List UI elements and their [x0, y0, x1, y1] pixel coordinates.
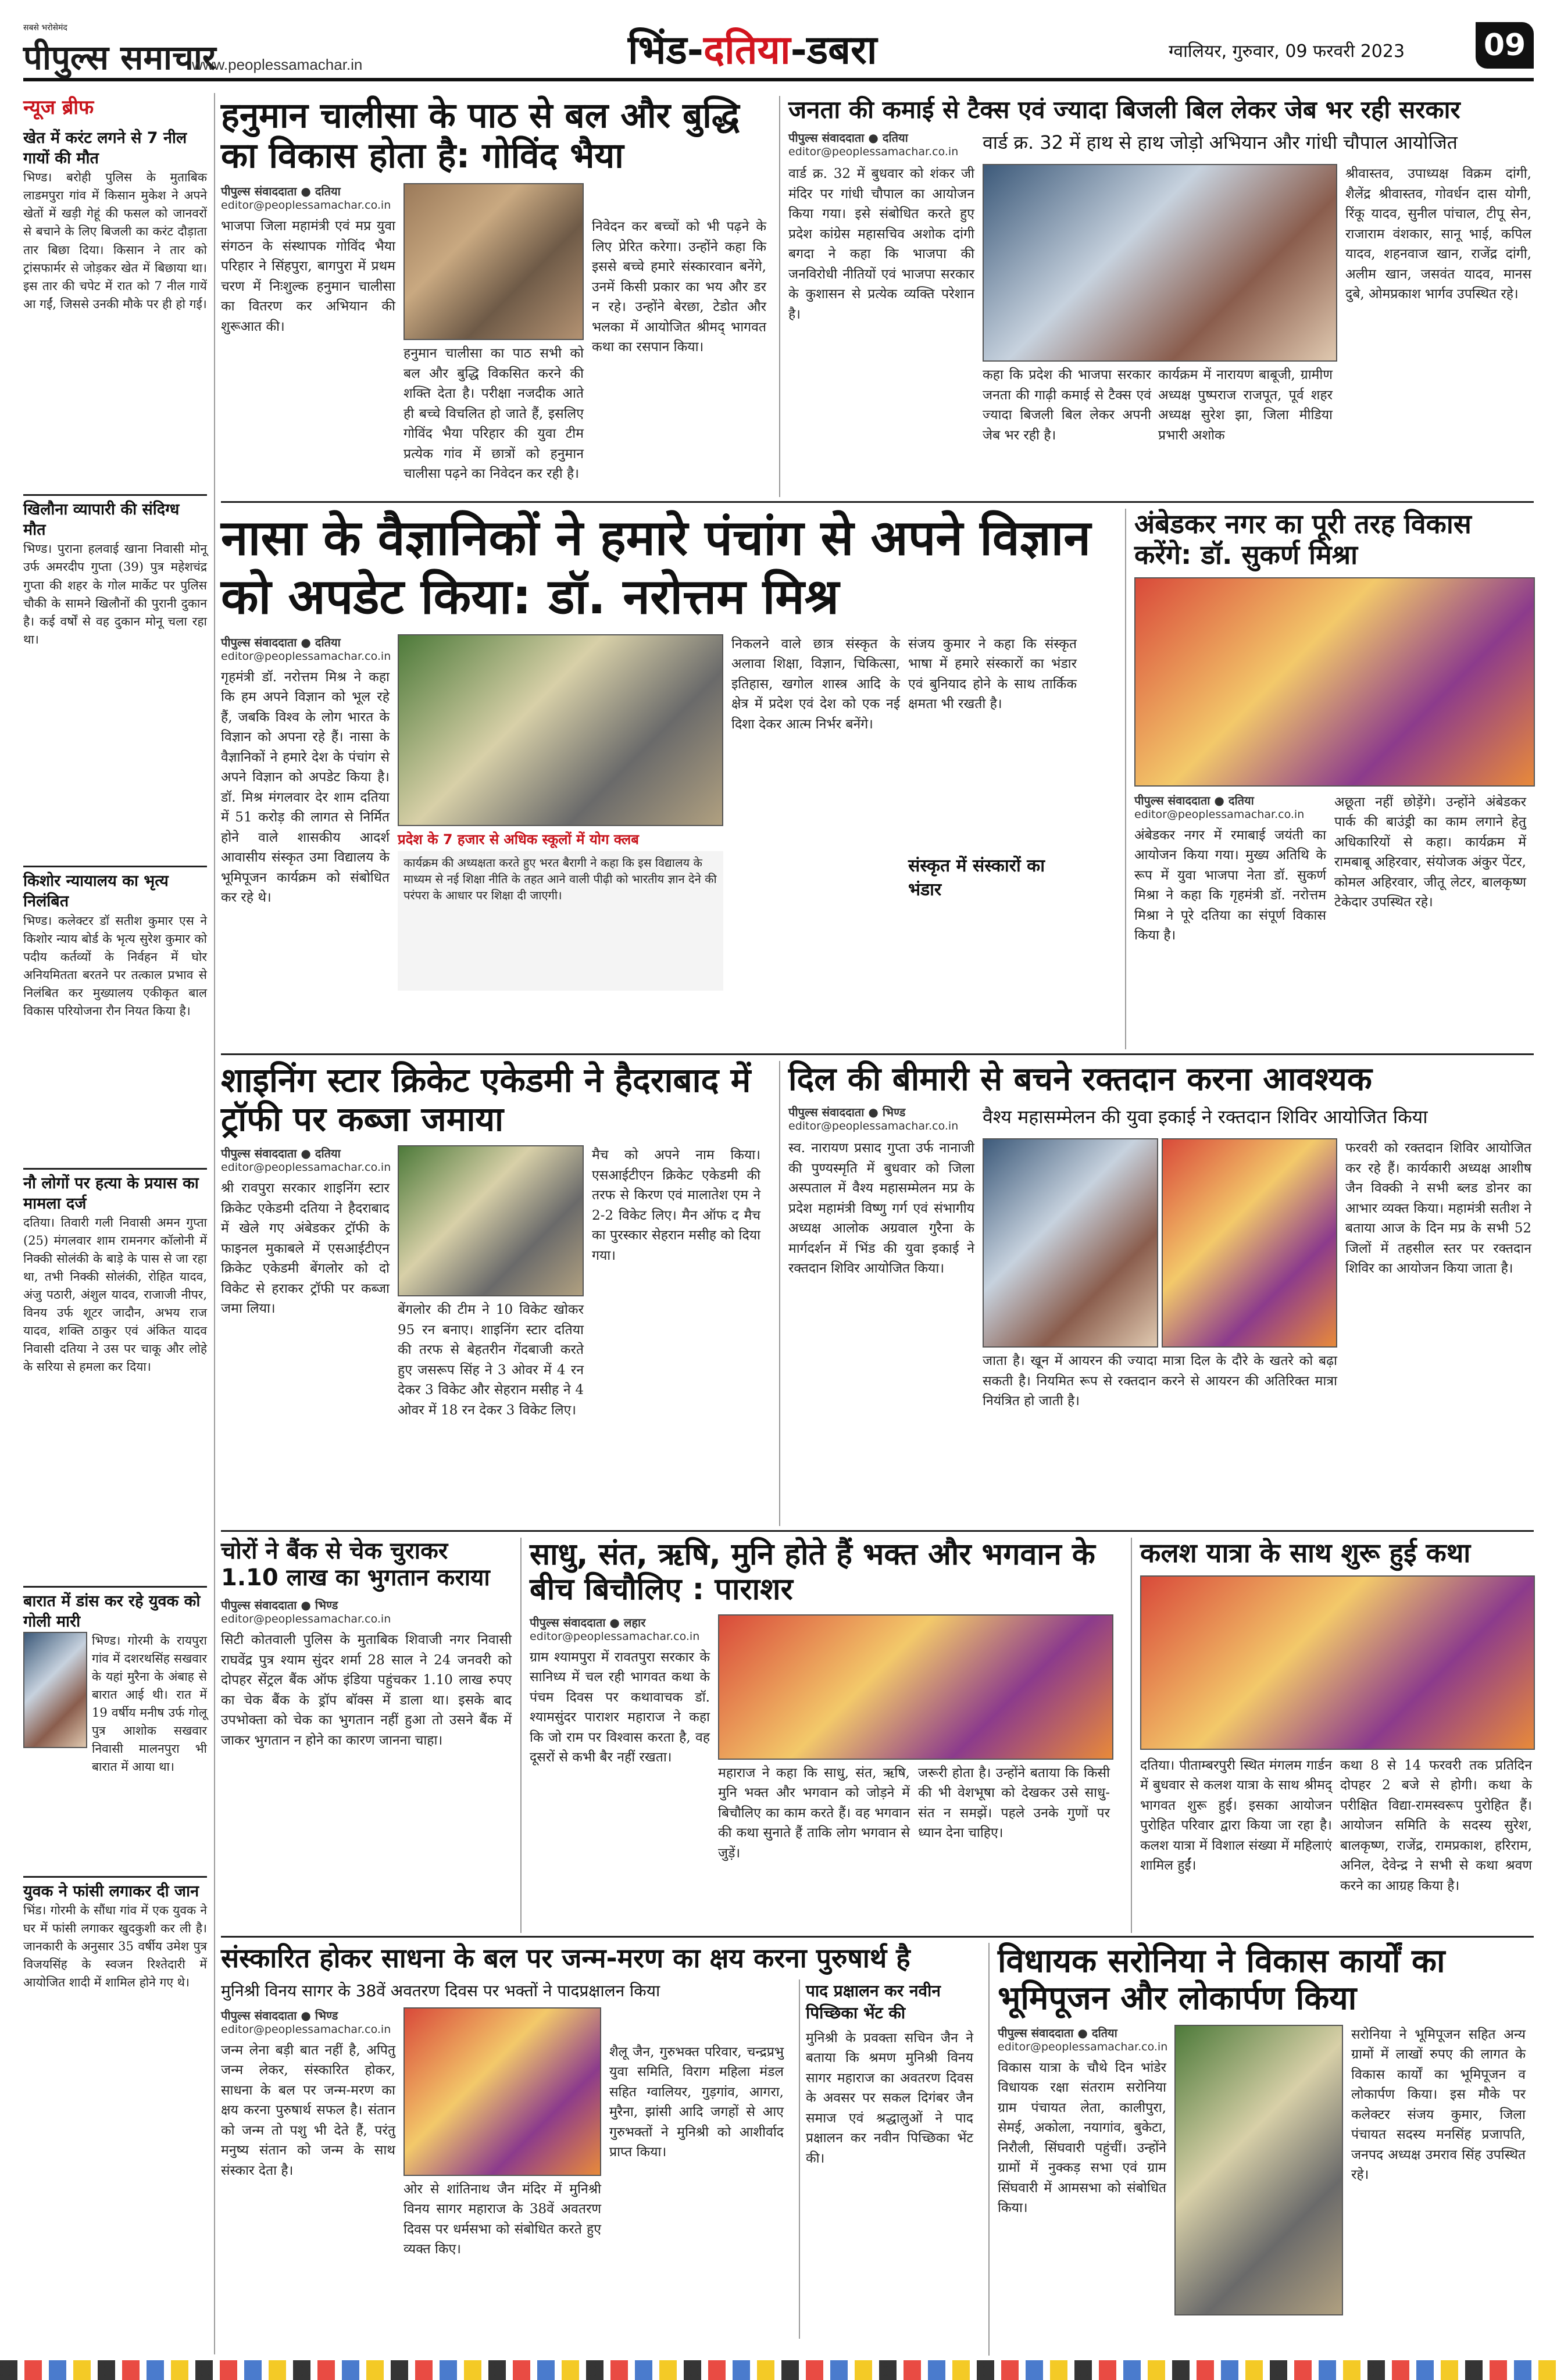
article-headline: नासा के वैज्ञानिकों ने हमारे पंचांग से अपने विज्ञान को अपडेट किया: डॉ. नरोत्तम मिश्र [221, 509, 1091, 625]
article-cricket [221, 1061, 767, 1526]
section-divider [221, 1530, 1534, 1532]
email: editor@peoplessamachar.co.in [221, 1161, 391, 1174]
article-headline: शाइनिंग स्टार क्रिकेट एकेडमी ने हैदराबाद में ट्रॉफी पर कब्जा जमाया [221, 1060, 751, 1139]
article-subhead: वैश्य महासम्मेलन की युवा इकाई ने रक्तदान शिविर आयोजित किया [983, 1106, 1428, 1128]
section-divider [221, 501, 1534, 503]
article-nasa [221, 509, 1116, 1049]
email: editor@peoplessamachar.co.in [1134, 807, 1305, 821]
article-headline: जनता की कमाई से टैक्स एवं ज्यादा बिजली बिल लेकर जेब भर रही सरकार [788, 95, 1460, 124]
article-body: श्री रावपुरा सरकार शाइनिंग स्टार क्रिकेट एकेडमी दतिया ने हैदराबाद में खेले गए अंबेडकर ट्रॉफी के फाइनल मुकाबले में एसआईटीएन क्रिकेट एकेडमी बेंगलोर को दो विकेट से हराकर ट्रॉफी पर कब्जा जमा लिया। [221, 1181, 390, 1317]
article-body: विकास यात्रा के चौथे दिन भांडेर विधायक रक्षा संतराम सरोनिया ग्राम पंचायत लेता, कालीपुरा, सेमई, अकोला, नयागांव, बुकेटा, निरौली, सिंघवारी पहुंचीं। उन्होंने ग्रामों में नुक्कड़ सभा एवं ग्राम सिंघवारी में आमसभा को संबोधित किया। [998, 2060, 1166, 2216]
article-photo [403, 2007, 601, 2176]
article-body: सिटी कोतवाली पुलिस के मुताबिक शिवाजी नगर निवासी राघवेंद्र पुत्र श्याम सुंदर शर्मा 28 साल ने 24 जनवरी को दोपहर सेंट्रल बैंक ऑफ इंडिया पहुंचकर 1.10 लाख रुपए का चेक बैंक के ड्रॉप बॉक्स में डाला था। इसके बाद उपभोक्ता को चेक का भुगतान नहीं हुआ तो उसने बैंक में जाकर भुगतान न होने का कारण जानना चाहा। [221, 1632, 512, 1748]
brief-headline: खिलौना व्यापारी की संदिग्ध मौत [23, 494, 207, 540]
photo-caption: हनुमान चालीसा का पाठ सभी को बल और बुद्धि विकसित करने की शक्ति देता है। परीक्षा नजदीक आते ही बच्चे विचलित हो जाते हैं, इसलिए गोविंद भैया परिहार की युवा टीम प्रत्येक गांव में छात्रों को हनुमान चालीसा पढ़ने का निवेदन कर रही है। [403, 346, 584, 481]
article-headline: चोरों ने बैंक से चेक चुराकर 1.10 लाख का भुगतान कराया [221, 1538, 490, 1591]
photo-caption: कार्यक्रम में नारायण बाबूजी, ग्रामीण अध्यक्ष पुष्पराज राजपूत, पूर्व शहर अध्यक्ष सुरेश झा, जिला मीडिया प्रभारी अशोक [1158, 367, 1333, 443]
email: editor@peoplessamachar.co.in [221, 1613, 391, 1625]
byline: पीपुल्स संवाददाता ● दतिया [221, 635, 341, 649]
article-body: गृहमंत्री डॉ. नरोत्तम मिश्र ने कहा कि हम अपने विज्ञान को भूल रहे हैं, जबकि विश्व के लोग भारत के विज्ञान को अपना रहे हैं। नासा के वैज्ञानिकों ने हमारे देश के पंचांग से अपने विज्ञान को अपडेट किया है। डॉ. मिश्र मंगलवार देर शाम दतिया में 51 करोड़ की लागत से निर्मित होने वाले शासकीय आदर्श आवासीय संस्कृत उमा विद्यालय के भूमिपूजन कार्यक्रम को संबोधित कर रहे थे। [221, 669, 390, 906]
byline: पीपुल्स संवाददाता ● दतिया [788, 131, 908, 145]
brief-item [23, 1586, 207, 1876]
byline: पीपुल्स संवाददाता ● दतिया [221, 1146, 341, 1161]
article-headline: दिल की बीमारी से बचने रक्तदान करना आवश्यक [788, 1060, 1372, 1098]
brief-body: भिण्ड। बरोही पुलिस के मुताबिक लाडमपुरा गांव में किसान मुकेश ने अपने खेतों में खड़ी गेहूं की फसल को जानवरों से बचाने के लिए बिजली का करंट दौड़ाता तार बिछा दिया। किसान ने तार को ट्रांसफार्मर से जोड़कर खेत में बिछाया था। इस तार की चपेट में रात को 7 नील गायें आ गईं, जिससे उनकी मौके पर ही हो गई। [23, 170, 207, 311]
article-photo [398, 634, 723, 826]
article-photo [718, 1614, 1113, 1760]
brief-item [23, 1876, 207, 2152]
footer-registration-bar [0, 2360, 1557, 2380]
brief-item [23, 1168, 207, 1586]
page-number: 09 [1476, 22, 1534, 69]
photo-caption: ओर से शांतिनाथ जैन मंदिर में मुनिश्री विनय सागर महाराज के 38वें अवतरण दिवस पर धर्मसभा को संबोधित करते हुए व्यक्त किए। [403, 2181, 601, 2257]
section-divider [221, 1053, 1534, 1055]
byline: पीपुल्स संवाददाता ● लहार [530, 1615, 646, 1629]
article-hanuman [221, 96, 767, 497]
masthead-tagline: सबसे भरोसेमंद [23, 23, 67, 33]
article-body: अंबेडकर नगर में रमाबाई जयंती का आयोजन किया गया। मुख्य अतिथि के रूप में युवा भाजपा नेता डॉ. सुकर्ण मिश्रा ने कहा कि गृहमंत्री डॉ. नरोत्तम मिश्रा ने पूरे दतिया का संपूर्ण विकास किया है। [1134, 827, 1326, 944]
brief-body: भिण्ड। पुराना हलवाई खाना निवासी मोनू उर्फ अमरदीप गुप्ता (39) पुत्र महेशचंद्र गुप्ता की शहर के गोल मार्केट पर पुलिस चौकी के सामने खिलौनों की पुरानी दुकान है। कई वर्षों से वह दुकान मोनू चला रहा था। [23, 542, 207, 646]
edition-part-3: -डबरा [790, 27, 877, 73]
site-url[interactable]: www.peoplessamachar.in [192, 56, 363, 73]
article-headline: संस्कारित होकर साधना के बल पर जन्म-मरण का क्षय करना पुरुषार्थ है [221, 1942, 910, 1974]
article-body: कहा कि प्रदेश की भाजपा सरकार जनता की गाढ़ी कमाई से टैक्स एवं ज्यादा बिजली बिल लेकर अपनी जेब भर रही है। [983, 367, 1151, 443]
brief-photo [23, 1632, 87, 1748]
article-body: फरवरी को रक्तदान शिविर आयोजित कर रहे हैं। कार्यकारी अध्यक्ष आशीष जैन विक्की ने सभी ब्लड डोनर का आभार व्यक्त किया। महामंत्री सतीश ने बताया आज के दिन मप्र के सभी 52 जिलों में तहसील स्तर पर रक्तदान शिविर का आयोजन किया जाता है। [1345, 1141, 1531, 1277]
byline: पीपुल्स संवाददाता ● भिण्ड [221, 2008, 338, 2022]
article-blood-donation [779, 1061, 1535, 1526]
email: editor@peoplessamachar.co.in [788, 145, 959, 159]
article-body: वार्ड क्र. 32 में बुधवार को शंकर जी मंदिर पर गांधी चौपाल का आयोजन किया गया। इसे संबोधित करते हुए प्रदेश कांग्रेस महासचिव अशोक दांगी बगदा ने कहा कि भाजपा की जनविरोधी नीतियों एवं भाजपा सरकार के कुशासन से प्रत्येक व्यक्ति परेशान है। [788, 166, 974, 322]
email: editor@peoplessamachar.co.in [221, 649, 391, 663]
brief-body: भिण्ड। गोरमी के रायपुरा गांव में दशरथसिंह सखवार के यहां मुरैना के अंबाह से बारात आई थी। रात में 19 वर्षीय मनीष उर्फ गोलू पुत्र आशोक सखवार निवासी मालनपुरा भी बारात में आया था। [92, 1633, 207, 1774]
article-body: जरूरी होता है। उन्होंने बताया कि किसी की भी वेशभूषा को देखकर उसे साधु-संत न समझें। पहले उनके गुणों पर ध्यान देना चाहिए। [918, 1765, 1110, 1841]
edition-title [628, 21, 877, 75]
article-headline: कलश यात्रा के साथ शुरू हुई कथा [1140, 1537, 1471, 1568]
article-headline: साधु, संत, ऋषि, मुनि होते हैं भक्त और भगवान के बीच बिचौलिए : पाराशर [530, 1537, 1095, 1607]
edition-part-2: दतिया [703, 27, 791, 73]
article-body: जन्म लेना बड़ी बात नहीं है, अपितु जन्म लेकर, संस्कारित होकर, साधना के बल पर जन्म-मरण का क्षय करना पुरुषार्थ सफल है। संतान को जन्म तो पशु भी देते हैं, परंतु मनुष्य संतान को जन्म के साथ संस्कार देता है। [221, 2042, 395, 2178]
article-body: मैच को अपने नाम किया। एसआईटीएन क्रिकेट एकेडमी की तरफ से किरण एवं मालातेश एम ने 2-2 विकेट लिए। मैन ऑफ द मैच का पुरस्कार सेहरान मसीह को दिया गया। [592, 1148, 760, 1263]
article-janta [779, 96, 1535, 497]
byline: पीपुल्स संवाददाता ● दतिया [998, 2025, 1117, 2040]
masthead-name: पीपुल्स समाचार [23, 38, 216, 77]
photo-caption: बेंगलोर की टीम ने 10 विकेट खोकर 95 रन बनाए। शाइनिंग स्टार दतिया की तरफ से बेहतरीन गेंदबाजी करते हुए जसरूप सिंह ने 3 ओवर में 4 रन देकर 3 विकेट और सेहरान मसीह ने 4 ओवर में 18 रन देकर 3 विकेट लिए। [398, 1302, 584, 1418]
email: editor@peoplessamachar.co.in [221, 2022, 391, 2036]
email: editor@peoplessamachar.co.in [221, 199, 391, 212]
article-body: ग्राम श्यामपुरा में रावतपुरा सरकार के सानिध्य में चल रही भागवत कथा के पंचम दिवस पर कथावाचक डॉ. श्यामसुंदर पाराशर महाराज ने कहा कि जो राम पर विश्वास करता है, वह दूसरों से कभी बैर नहीं रखता। [530, 1649, 710, 1766]
brief-item [23, 494, 207, 866]
brief-headline: युवक ने फांसी लगाकर दी जान [23, 1876, 207, 1902]
news-brief-column [23, 93, 215, 2354]
article-subhead: संस्कृत में संस्कारों का भंडार [908, 855, 1045, 900]
article-subhead: वार्ड क्र. 32 में हाथ से हाथ जोड़ो अभियान और गांधी चौपाल आयोजित [983, 131, 1458, 154]
article-photo [1174, 2025, 1343, 2315]
article-body: महाराज ने कहा कि साधु, संत, ऋषि, मुनि भक्त और भगवान को जोड़ने में बिचौलिए का काम करते हैं। वह भगवान की कथा सुनाते हैं ताकि लोग भगवान से जुड़ें। [718, 1765, 910, 1861]
photo-caption: कार्यक्रम की अध्यक्षता करते हुए भरत बैरागी ने कहा कि इस विद्यालय के माध्यम से नई शिक्षा नीति के तहत आने वाली पीढ़ी को भारतीय ज्ञान देने की परंपरा के आधार पर शिक्षा दी जाएगी। [398, 851, 723, 991]
edition-part-1: भिंड- [628, 27, 704, 73]
sidebar-headline: पाद प्रक्षालन कर नवीन पिच्छिका भेंट की [806, 1981, 941, 2022]
email: editor@peoplessamachar.co.in [788, 1120, 959, 1133]
article-photo [1134, 577, 1535, 787]
article-body: भाजपा जिला महामंत्री एवं मप्र युवा संगठन के संस्थापक गोविंद भैया परिहार ने सिंहपुरा, बागपुरा में प्रथम चरण में निःशुल्क हनुमान चालीसा का वितरण कर अभियान की शुरूआत की। [221, 219, 395, 334]
article-headline: हनुमान चालीसा के पाठ से बल और बुद्धि का विकास होता है: गोविंद भैया [221, 95, 740, 176]
article-headline: विधायक सरोनिया ने विकास कार्यों का भूमिपूजन और लोकार्पण किया [998, 1942, 1445, 2018]
section-divider [221, 1936, 1534, 1938]
masthead-logo [23, 22, 216, 79]
photo-caption: जाता है। खून में आयरन की ज्यादा मात्रा दिल के दौरे के खतरे को बढ़ा सकती है। नियमित रूप से रक्तदान करने से आयरन की अतिरिक्त मात्रा नियंत्रित हो जाती है। [983, 1353, 1337, 1409]
brief-item [23, 866, 207, 1167]
article-photo [983, 1138, 1158, 1348]
article-body: स्व. नारायण प्रसाद गुप्ता उर्फ नानाजी की पुण्यस्मृति में बुधवार को जिला अस्पताल में वैश्य महासम्मेलन मप्र के प्रदेश महामंत्री विष्णु गर्ग एवं संभागीय अध्यक्ष आलोक अग्रवाल गुरैना के मार्गदर्शन में भिंड की युवा इकाई ने रक्तदान शिविर आयोजित किया। [788, 1141, 974, 1277]
brief-headline: बारात में डांस कर रहे युवक को गोली मारी [23, 1586, 207, 1632]
brief-body: भिंड। गोरमी के सौंधा गांव में एक युवक ने घर में फांसी लगाकर खुदकुशी कर ली है। जानकारी के अनुसार 35 वर्षीय उमेश पुत्र विजयसिंह के स्वजन रिश्तेदारी में आयोजित शादी में शामिल होने गए थे। [23, 1903, 207, 1990]
article-body: अछूता नहीं छोड़ेंगे। उन्होंने अंबेडकर पार्क की बाउंड्री का काम लगाने हेतु अधिकारियों से कहा। कार्यक्रम में रामबाबू अहिरवार, संयोजक अंकुर पेंटर, कोमल अहिरवार, जीतू लेटर, बालकृष्ण टेकेदार उपस्थित रहे। [1334, 794, 1526, 910]
article-photo [983, 164, 1337, 362]
email: editor@peoplessamachar.co.in [998, 2040, 1168, 2053]
article-photo [398, 1145, 584, 1296]
article-subhead: मुनिश्री विनय सागर के 38वें अवतरण दिवस पर भक्तों ने पादप्रक्षालन किया [221, 1981, 660, 2000]
article-headline: अंबेडकर नगर का पूरी तरह विकास करेंगे: डॉ. सुकर्ण मिश्रा [1134, 508, 1472, 570]
brief-body: भिण्ड। कलेक्टर डॉ सतीश कुमार एस ने किशोर न्याय बोर्ड के भृत्य सुरेश कुमार को पदीय कर्तव्यों के निर्वहन में घोर अनियमितता बरतने पर तत्काल प्रभाव से निलंबित कर मुख्यालय एकीकृत बाल विकास परियोजना रौन नियत किया है। [23, 913, 207, 1018]
sidebar-body: मुनिश्री के प्रवक्ता सचिन जैन ने बताया कि श्रमण मुनिश्री विनय सागर महाराज का अवतरण दिवस के अवसर पर सकल दिगंबर जैन समाज एवं श्रद्धालुओं ने पाद प्रक्षालन कर नवीन पिच्छिका भेंट की। [806, 2030, 973, 2166]
byline: पीपुल्स संवाददाता ● भिण्ड [788, 1105, 906, 1120]
byline: पीपुल्स संवाददाता ● दतिया [221, 184, 341, 198]
article-kalash [1131, 1538, 1535, 1933]
article-saronia [988, 1943, 1535, 2356]
brief-headline: किशोर न्यायालय का भृत्य निलंबित [23, 866, 207, 912]
sanskar-sidebar [799, 1979, 973, 2339]
brief-body: दतिया। तिवारी गली निवासी अमन गुप्ता (25) मंगलवार शाम रामनगर कॉलोनी में निक्की सोलंकी के बाड़े के पास से जा रहा था, तभी निक्की सोलंकी, रोहित यादव, अंजु पठारी, अंशुल यादव, राजाजी नीपर, विनय उर्फ शूटर जादौन, अभय राज यादव, शक्ति ठाकुर एवं अंकित यादव निवासी दतिया ने उस पर चाकू और लोहे के सरिया से हमला कर दिया। [23, 1215, 207, 1374]
article-photo [403, 183, 584, 340]
brief-headline: खेत में करंट लगने से 7 नील गायों की मौत [23, 129, 187, 168]
article-photo [1162, 1138, 1337, 1348]
brief-item [23, 124, 207, 494]
photo-banner: प्रदेश के 7 हजार से अधिक स्कूलों में योग क्लब [398, 831, 639, 848]
article-body: श्रीवास्तव, उपाध्यक्ष विक्रम दांगी, शैलेंद्र श्रीवास्तव, गोवर्धन दास योगी, रिंकू यादव, सुनील पांचाल, टीपू सेन, राजाराम वंशकार, सानू भाई, कपिल यादव, शहनवाज खान, राजेंद्र दांगी, अलीम खान, जसवंत यादव, मानस दुबे, ओमप्रकाश भार्गव उपस्थित रहे। [1345, 166, 1531, 302]
article-bank [221, 1538, 512, 1933]
article-body: सरोनिया ने भूमिपूजन सहित अन्य ग्रामों में लाखों रुपए की लागत के विकास कार्यों का भूमिपूजन व लोकार्पण किया। इस मौके पर कलेक्टर संजय कुमार, जिला पंचायत सदस्य मनसिंह प्रजापति, जनपद अध्यक्ष उमराव सिंह उपस्थित रहे। [1351, 2027, 1526, 2183]
article-body: संजय कुमार ने कहा कि संस्कृत भाषा में हमारे संस्कारों का भंडार एवं बुनियाद होने के साथ तार्किक क्षमता भी रखती है। [908, 636, 1077, 712]
article-ambedkar [1125, 509, 1535, 1049]
article-body: निकलने वाले छात्र संस्कृत के अलावा शिक्षा, विज्ञान, चिकित्सा, इतिहास, खगोल शास्त्र आदि के क्षेत्र में प्रदेश एवं देश को एक नई दिशा देकर आत्म निर्भर बनेंगे। [731, 636, 900, 732]
article-body: कथा 8 से 14 फरवरी तक प्रतिदिन दोपहर 2 बजे से होगी। कथा के परीक्षित विद्या-रामस्वरूप पुरोहित हैं। आयोजन समिति के सदस्य सुरेश, बालकृष्ण, राजेंद्र, रामप्रकाश, हरिराम, अनिल, देवेन्द्र ने सभी से कथा श्रवण करने का आग्रह किया है। [1340, 1757, 1532, 1893]
article-photo [1140, 1575, 1535, 1750]
dateline: ग्वालियर, गुरुवार, 09 फरवरी 2023 [1169, 41, 1405, 62]
brief-section-title: न्यूज ब्रीफ [23, 96, 94, 119]
brief-headline: नौ लोगों पर हत्या के प्रयास का मामला दर्ज [23, 1168, 207, 1214]
article-sadhu [520, 1538, 1122, 1933]
article-body: दतिया। पीताम्बरपुरी स्थित मंगलम गार्डन में बुधवार से कलश यात्रा के साथ श्रीमद् भागवत शुरू हुई। इसका आयोजन पुरोहित परिवार द्वारा किया जा रहा है। कलश यात्रा में विशाल संख्या में महिलाएं शामिल हुईं। [1140, 1757, 1332, 1874]
article-sanskar [221, 1943, 980, 2356]
byline: पीपुल्स संवाददाता ● दतिया [1134, 793, 1254, 807]
article-body: शैलू जैन, गुरुभक्त परिवार, चन्द्रप्रभु युवा समिति, विराग महिला मंडल सहित ग्वालियर, गुड़गांव, आगरा, मुरैना, झांसी आदि जगहों से आए गुरुभक्तों ने मुनिश्री को आशीर्वाद प्राप्त किया। [609, 2044, 784, 2160]
article-body: निवेदन कर बच्चों को भी पढ़ने के लिए प्रेरित करेगा। उन्होंने कहा कि इससे बच्चे हमारे संस्कारवान बनेंगे, उनमें किसी प्रकार का भय और डर न रहे। उन्होंने बेरछा, टेडोत और भलका में आयोजित श्रीमद् भागवत कथा का रसपान किया। [592, 219, 766, 355]
email: editor@peoplessamachar.co.in [530, 1629, 700, 1643]
byline: पीपुल्स संवाददाता ● भिण्ड [221, 1598, 338, 1612]
